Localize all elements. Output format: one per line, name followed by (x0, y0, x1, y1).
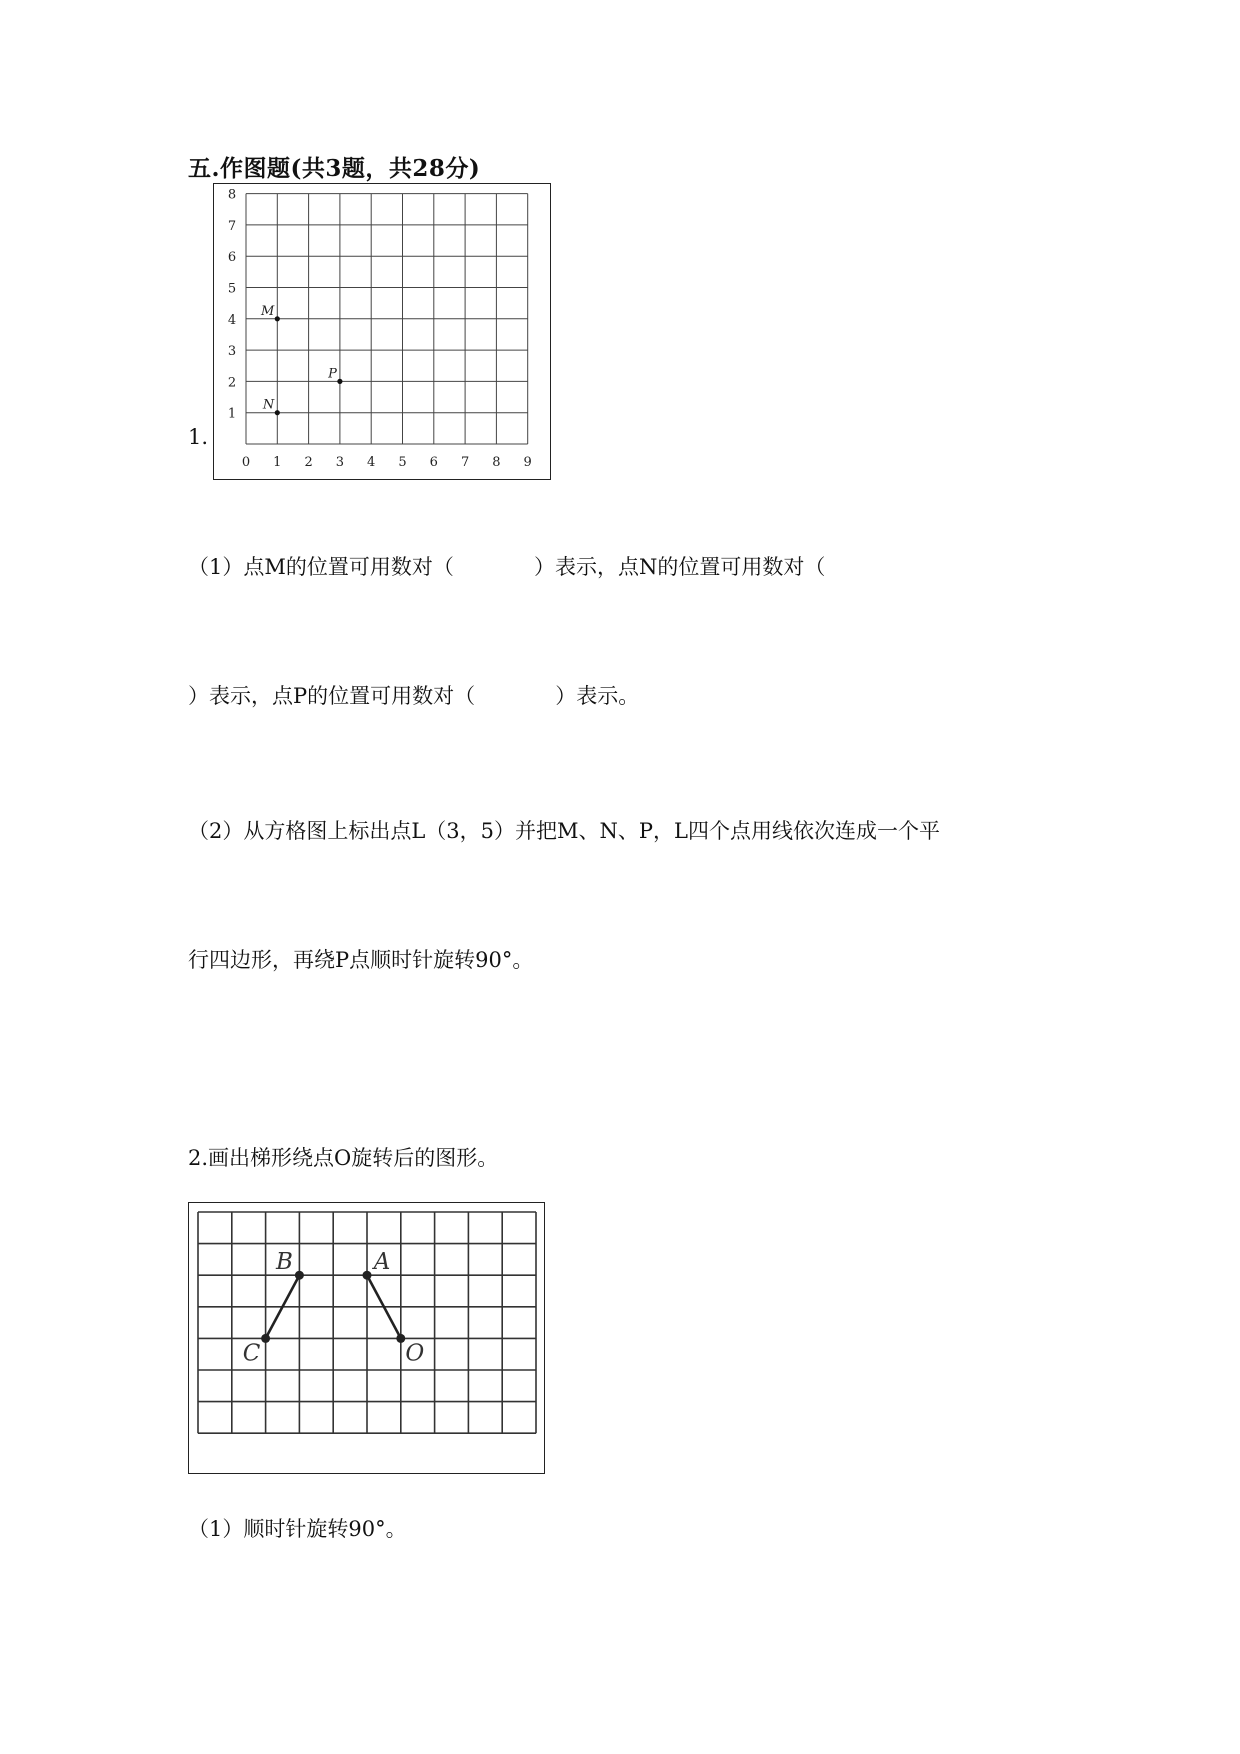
y-tick-label: 7 (227, 218, 237, 234)
q1-part1-line2: ）表示，点P的位置可用数对（ ）表示。 (188, 684, 640, 708)
y-tick-label: 1 (227, 406, 237, 422)
trapezoid-grid-figure (188, 1202, 545, 1474)
y-tick-label: 4 (227, 312, 237, 328)
point-label-n: N (262, 397, 275, 413)
x-tick-label: 4 (367, 455, 376, 470)
vertex-b (295, 1271, 304, 1280)
y-tick-label: 6 (227, 250, 237, 266)
point-p (337, 379, 342, 384)
x-tick-label: 2 (304, 455, 313, 470)
vertex-c (261, 1334, 270, 1343)
x-tick-label: 6 (429, 455, 438, 470)
coordinate-grid-svg (214, 184, 550, 479)
vertex-label-a: A (373, 1249, 391, 1276)
q1-part1-line1: （1）点M的位置可用数对（ ）表示，点N的位置可用数对（ (188, 555, 826, 579)
vertex-a (363, 1271, 372, 1280)
x-tick-label: 8 (492, 455, 501, 470)
point-label-m: M (260, 303, 275, 319)
point-m (275, 316, 280, 321)
x-tick-label: 7 (460, 455, 470, 470)
q2-part1: （1）顺时针旋转90°。 (188, 1517, 407, 1541)
vertex-label-c: C (242, 1340, 261, 1367)
y-tick-label: 8 (227, 187, 237, 203)
vertex-label-b: B (275, 1249, 293, 1276)
trapezoid-grid-svg (189, 1203, 544, 1473)
vertex-label-o: O (405, 1340, 425, 1367)
section-heading: 五.作图题(共3题，共28分) (188, 155, 481, 182)
y-tick-label: 2 (227, 375, 237, 391)
question-2-title: 2.画出梯形绕点O旋转后的图形。 (188, 1146, 499, 1170)
vertex-o (396, 1334, 405, 1343)
x-tick-label: 3 (335, 455, 345, 470)
x-tick-label: 0 (241, 455, 251, 470)
question-1-number: 1. (188, 425, 209, 449)
y-tick-label: 5 (227, 281, 237, 297)
q1-part2-line2: 行四边形，再绕P点顺时针旋转90°。 (188, 948, 534, 972)
point-n (275, 410, 280, 415)
x-tick-label: 5 (398, 455, 407, 470)
x-tick-label: 9 (523, 455, 532, 470)
y-tick-label: 3 (227, 344, 237, 360)
coordinate-grid-figure (213, 183, 551, 480)
q1-part2-line1: （2）从方格图上标出点L（3，5）并把M、N、P，L四个点用线依次连成一个平 (188, 819, 940, 843)
x-tick-label: 1 (273, 455, 282, 470)
point-label-p: P (328, 366, 337, 382)
